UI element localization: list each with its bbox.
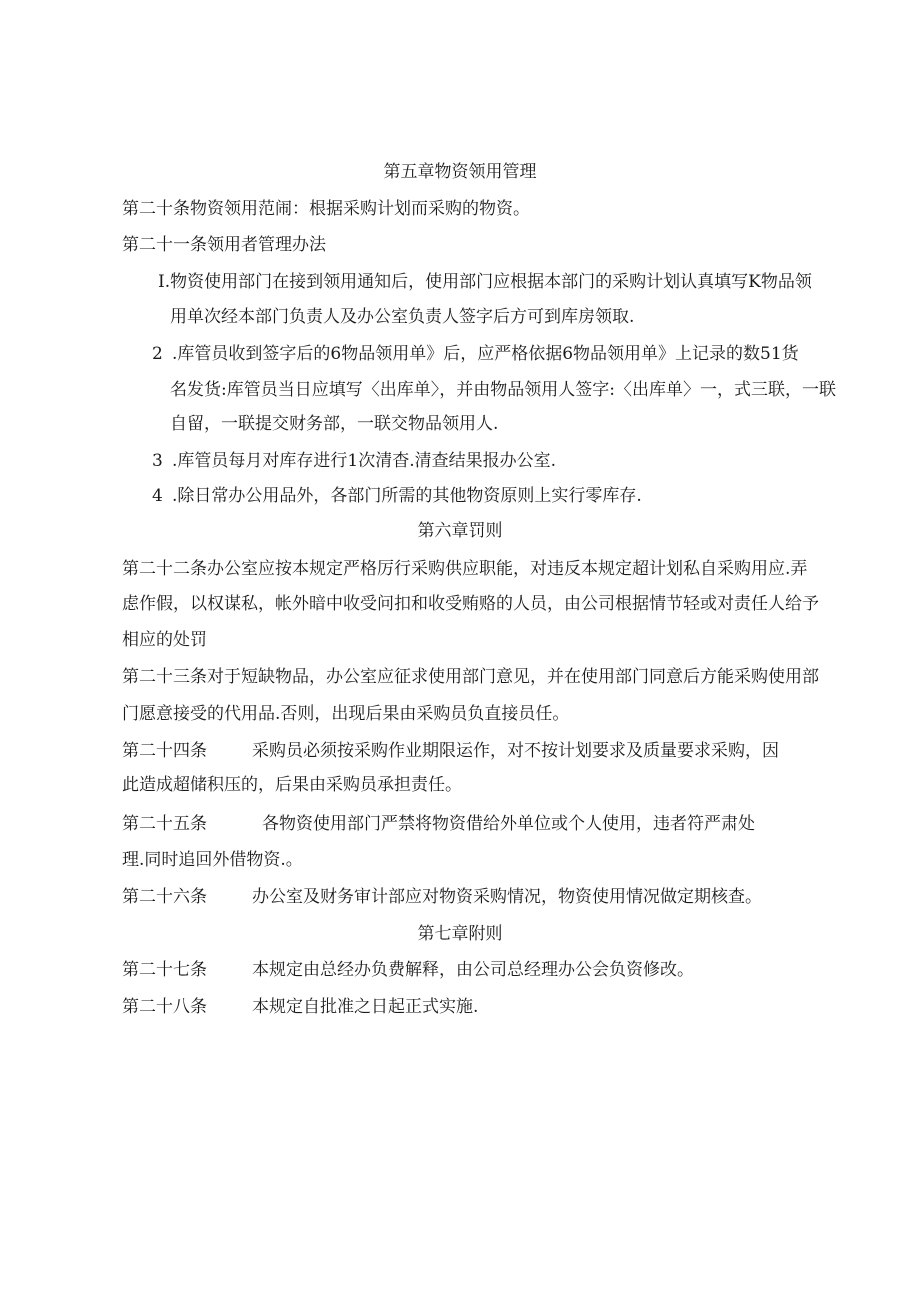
article-21-item-1-line-2: 用单次经本部门负责人及办公室负责人签字后方可到库房领取.	[170, 307, 635, 327]
item-number: 2	[152, 344, 163, 364]
item-number: 4	[152, 486, 163, 506]
article-23-line-1: 第二十三条对于短缺物品，办公室应征求使用部门意见，并在使用部门同意后方能采购使用部	[122, 667, 819, 687]
article-22-line-3: 相应的处罚	[122, 630, 207, 650]
chapter-5-title: 第五章物资领用管理	[383, 162, 537, 182]
article-27-label: 第二十七条	[122, 960, 207, 980]
article-21-item-4	[152, 486, 642, 506]
article-24-line-2: 此造成超储积压的，后果由采购员承担责任。	[122, 775, 462, 795]
article-23-line-2: 门愿意接受的代用品.否则，出现后果由采购员负直接员任。	[122, 704, 570, 724]
article-20: 第二十条物资领用范闹：根据采购计划而采购的物资。	[122, 199, 530, 219]
article-21-item-2-line-2: 名发货:库管员当日应填写〈出库单〉，并由物品领用人签字:〈出库单〉一，式三联，一联	[170, 380, 836, 400]
article-25-label: 第二十五条	[122, 814, 207, 834]
article-28-text: 本规定自批准之日起正式实施.	[252, 997, 479, 1017]
article-26-label: 第二十六条	[122, 887, 207, 907]
article-25-line-1: 各物资使用部门严禁将物资借给外单位或个人使用，违者符严肃处	[262, 814, 755, 834]
article-21-item-3	[152, 451, 556, 471]
article-21-item-2-line-1	[152, 344, 799, 364]
item-number: 3	[152, 451, 163, 471]
chapter-7-title: 第七章附则	[417, 924, 503, 944]
article-24-line-1: 采购员必须按采购作业期限运作，对不按计划要求及质量要求采购，因	[252, 741, 779, 761]
item-text: .库管员收到签字后的6物品领用单》后，应严格依据6物品领用单》上记录的数51货	[172, 344, 799, 364]
item-text: .除日常办公用品外，各部门所需的其他物资原则上实行零库存.	[172, 486, 642, 506]
article-21-item-2-line-3: 自留，一联提交财务部，一联交物品领用人.	[170, 414, 499, 434]
article-27-text: 本规定由总经办负费解释，由公司总经理办公会负资修改。	[252, 960, 694, 980]
article-26-text: 办公室及财务审计部应对物资采购情况，物资使用情况做定期核查。	[252, 887, 762, 907]
chapter-6-title: 第六章罚则	[417, 521, 503, 541]
article-21-title: 第二十一条领用者管理办法	[122, 235, 326, 255]
article-24-label: 第二十四条	[122, 741, 207, 761]
article-25-line-2: 理.同时追回外借物资.。	[122, 850, 303, 870]
article-22-line-1: 第二十二条办公室应按本规定严格厉行采购供应职能，对违反本规定超计划私自采购用应.弄	[122, 559, 808, 579]
article-22-line-2: 虑作假，以权谋私，帐外暗中收受问扣和收受贿赂的人员，由公司根据情节轻或对责任人给予	[122, 594, 819, 614]
item-number: I	[158, 272, 165, 292]
item-text: .物资使用部门在接到领用通知后，使用部门应根据本部门的采购计划认真填写K物品领	[164, 272, 812, 292]
article-28-label: 第二十八条	[122, 997, 207, 1017]
article-21-item-1-line-1	[158, 272, 812, 292]
item-text: .库管员每月对库存进行1次清杳.清查结果报办公室.	[172, 451, 557, 471]
